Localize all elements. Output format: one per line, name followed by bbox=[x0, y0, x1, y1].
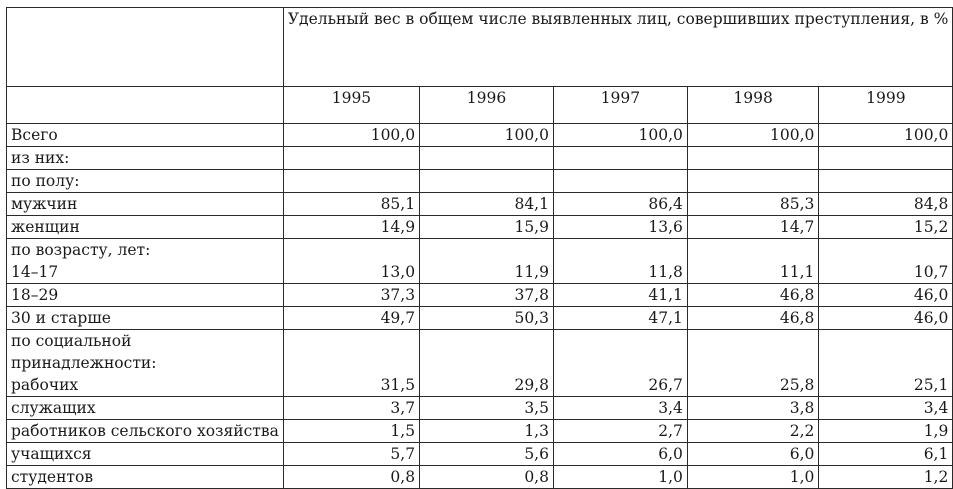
cell-value: 6,1 bbox=[819, 443, 953, 466]
row-label: 18–29 bbox=[7, 284, 284, 307]
table-row bbox=[7, 147, 953, 170]
table-row bbox=[7, 170, 953, 193]
row-label: студентов bbox=[7, 466, 284, 489]
cell-value: 10,7 bbox=[819, 239, 953, 284]
row-label: работников сельского хозяйства bbox=[7, 420, 284, 443]
cell-value: 50,3 bbox=[420, 307, 554, 330]
cell-value: 47,1 bbox=[553, 307, 687, 330]
year-header: 1998 bbox=[687, 87, 819, 124]
cell-value: 100,0 bbox=[283, 124, 419, 147]
row-label: из них: bbox=[7, 147, 284, 170]
cell-empty bbox=[687, 170, 819, 193]
table-row bbox=[7, 284, 953, 307]
cell-value: 14,7 bbox=[687, 216, 819, 239]
header-caption: Удельный вес в общем числе выявленных лиц, совершивших преступления, в % bbox=[283, 8, 953, 87]
cell-value: 85,1 bbox=[283, 193, 419, 216]
cell-value: 6,0 bbox=[553, 443, 687, 466]
cell-value: 100,0 bbox=[553, 124, 687, 147]
cell-value: 1,0 bbox=[553, 466, 687, 489]
cell-value: 25,8 bbox=[687, 330, 819, 397]
cell-empty bbox=[283, 147, 419, 170]
cell-value: 3,4 bbox=[553, 397, 687, 420]
cell-value: 100,0 bbox=[420, 124, 554, 147]
cell-value: 11,1 bbox=[687, 239, 819, 284]
row-label-group bbox=[7, 239, 284, 284]
cell-value: 49,7 bbox=[283, 307, 419, 330]
header-years-row bbox=[7, 87, 953, 124]
cell-value: 84,8 bbox=[819, 193, 953, 216]
cell-value: 6,0 bbox=[687, 443, 819, 466]
cell-value: 85,3 bbox=[687, 193, 819, 216]
cell-empty bbox=[819, 147, 953, 170]
row-label: по возрасту, лет: bbox=[11, 241, 151, 259]
cell-value: 46,0 bbox=[819, 284, 953, 307]
cell-value: 3,4 bbox=[819, 397, 953, 420]
year-header: 1995 bbox=[283, 87, 419, 124]
row-label: 14–17 bbox=[11, 263, 59, 281]
table-row bbox=[7, 307, 953, 330]
cell-value: 3,8 bbox=[687, 397, 819, 420]
cell-empty bbox=[819, 170, 953, 193]
table-row bbox=[7, 397, 953, 420]
row-label: принадлежности: bbox=[11, 354, 157, 372]
header-empty-cell bbox=[7, 8, 284, 87]
row-label: женщин bbox=[7, 216, 284, 239]
cell-value: 37,3 bbox=[283, 284, 419, 307]
cell-value: 84,1 bbox=[420, 193, 554, 216]
row-label: мужчин bbox=[7, 193, 284, 216]
cell-value: 3,5 bbox=[420, 397, 554, 420]
cell-value: 15,2 bbox=[819, 216, 953, 239]
cell-value: 1,0 bbox=[687, 466, 819, 489]
cell-value: 3,7 bbox=[283, 397, 419, 420]
row-label: рабочих bbox=[11, 376, 79, 394]
row-label: Всего bbox=[7, 124, 284, 147]
row-label: по полу: bbox=[7, 170, 284, 193]
row-label: служащих bbox=[7, 397, 284, 420]
table-row bbox=[7, 124, 953, 147]
cell-empty bbox=[283, 170, 419, 193]
cell-value: 1,2 bbox=[819, 466, 953, 489]
cell-empty bbox=[553, 147, 687, 170]
table-row bbox=[7, 330, 953, 397]
row-label-group bbox=[7, 330, 284, 397]
cell-value: 13,6 bbox=[553, 216, 687, 239]
cell-value: 41,1 bbox=[553, 284, 687, 307]
cell-value: 13,0 bbox=[283, 239, 419, 284]
cell-value: 26,7 bbox=[553, 330, 687, 397]
cell-value: 2,7 bbox=[553, 420, 687, 443]
table-row bbox=[7, 216, 953, 239]
cell-value: 2,2 bbox=[687, 420, 819, 443]
cell-empty bbox=[553, 170, 687, 193]
row-label: по социальной bbox=[11, 332, 132, 350]
table-row bbox=[7, 239, 953, 284]
cell-value: 25,1 bbox=[819, 330, 953, 397]
cell-value: 46,8 bbox=[687, 284, 819, 307]
header-empty-cell bbox=[7, 87, 284, 124]
cell-value: 29,8 bbox=[420, 330, 554, 397]
cell-value: 0,8 bbox=[283, 466, 419, 489]
cell-empty bbox=[420, 147, 554, 170]
cell-value: 46,8 bbox=[687, 307, 819, 330]
cell-value: 11,8 bbox=[553, 239, 687, 284]
cell-value: 31,5 bbox=[283, 330, 419, 397]
cell-value: 5,7 bbox=[283, 443, 419, 466]
table-row bbox=[7, 443, 953, 466]
cell-value: 46,0 bbox=[819, 307, 953, 330]
cell-value: 37,8 bbox=[420, 284, 554, 307]
year-header: 1999 bbox=[819, 87, 953, 124]
cell-value: 15,9 bbox=[420, 216, 554, 239]
cell-value: 100,0 bbox=[819, 124, 953, 147]
table-row bbox=[7, 466, 953, 489]
cell-value: 14,9 bbox=[283, 216, 419, 239]
statistics-table bbox=[6, 7, 953, 489]
row-label: 30 и старше bbox=[7, 307, 284, 330]
cell-value: 1,5 bbox=[283, 420, 419, 443]
cell-value: 0,8 bbox=[420, 466, 554, 489]
year-header: 1997 bbox=[553, 87, 687, 124]
cell-empty bbox=[687, 147, 819, 170]
year-header: 1996 bbox=[420, 87, 554, 124]
cell-value: 1,9 bbox=[819, 420, 953, 443]
table-row bbox=[7, 420, 953, 443]
header-caption-row bbox=[7, 8, 953, 87]
cell-value: 11,9 bbox=[420, 239, 554, 284]
cell-value: 1,3 bbox=[420, 420, 554, 443]
table-row bbox=[7, 193, 953, 216]
row-label: учащихся bbox=[7, 443, 284, 466]
cell-value: 86,4 bbox=[553, 193, 687, 216]
cell-value: 5,6 bbox=[420, 443, 554, 466]
cell-empty bbox=[420, 170, 554, 193]
cell-value: 100,0 bbox=[687, 124, 819, 147]
